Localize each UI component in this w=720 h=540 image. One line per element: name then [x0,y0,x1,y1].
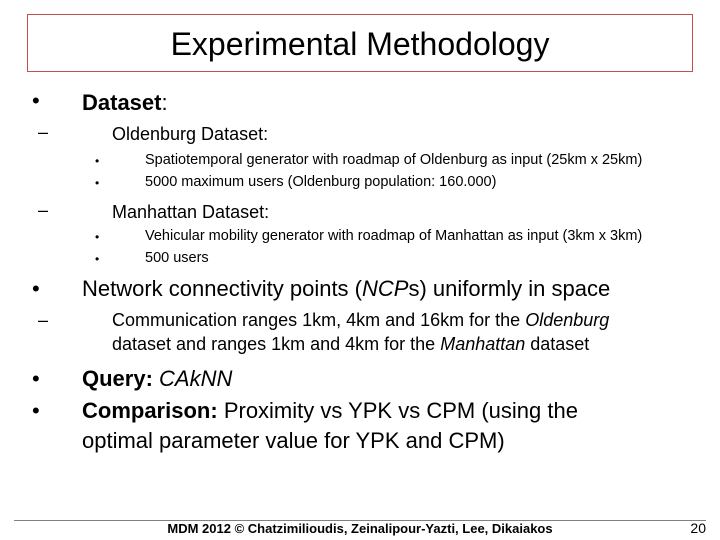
ncp-sub-line-1 [112,308,609,333]
ncp-sub-oldenburg: Oldenburg [525,310,610,330]
footer-credits: MDM 2012 © Chatzimilioudis, Zeinalipour-Yazti, Lee, Dikaiakos [167,521,553,536]
query-label: Query: [82,366,153,391]
oldenburg-heading: Oldenburg Dataset: [112,124,269,144]
query-value: CAkNN [159,366,233,391]
title-box [27,14,693,72]
oldenburg-item-2: 5000 maximum users (Oldenburg population: 160.000) [145,174,497,190]
ncp-text-before: Network connectivity points ( [82,276,362,301]
comparison-text-1: Proximity vs YPK vs CPM (using the [223,398,578,423]
dataset-label: Dataset [82,90,162,115]
page-number: 20 [690,520,706,536]
manhattan-heading: Manhattan Dataset: [112,202,270,222]
comparison-line-1 [82,396,578,426]
ncp-sub-line-2 [112,332,589,357]
oldenburg-item-1-bullet: • [95,154,100,168]
oldenburg-dash: – [38,122,49,142]
manhattan-item-1-bullet: • [95,230,100,244]
manhattan-item-2-bullet: • [95,252,100,266]
manhattan-item-2: 500 users [145,250,209,266]
slide-title: Experimental Methodology [170,26,550,62]
dataset-colon: : [161,90,168,115]
comparison-line-2: optimal parameter value for YPK and CPM) [82,428,505,453]
ncp-heading [82,274,610,304]
ncp-sub-line-2-text: dataset and ranges 1km and 4km for the [112,334,441,354]
comparison-label: Comparison: [82,398,218,423]
oldenburg-item-1: Spatiotemporal generator with roadmap of Oldenburg as input (25km x 25km) [145,152,643,168]
comparison-bullet: • [32,398,40,423]
oldenburg-item-2-bullet: • [95,176,100,190]
ncp-sub-line-1-text: Communication ranges 1km, 4km and 16km for the [112,310,526,330]
ncp-bullet: • [32,276,40,301]
dataset-bullet: • [32,88,40,113]
ncp-acronym: NCP [362,276,409,301]
ncp-sub-line-2-after: dataset [525,334,590,354]
manhattan-item-1: Vehicular mobility generator with roadmap of Manhattan as input (3km x 3km) [145,228,643,244]
ncp-text-after: s) uniformly in space [408,276,611,301]
query-line [82,364,232,394]
query-bullet: • [32,366,40,391]
dataset-heading [82,88,168,118]
ncp-sub-dash: – [38,310,49,330]
manhattan-dash: – [38,200,49,220]
ncp-sub-manhattan: Manhattan [440,334,526,354]
